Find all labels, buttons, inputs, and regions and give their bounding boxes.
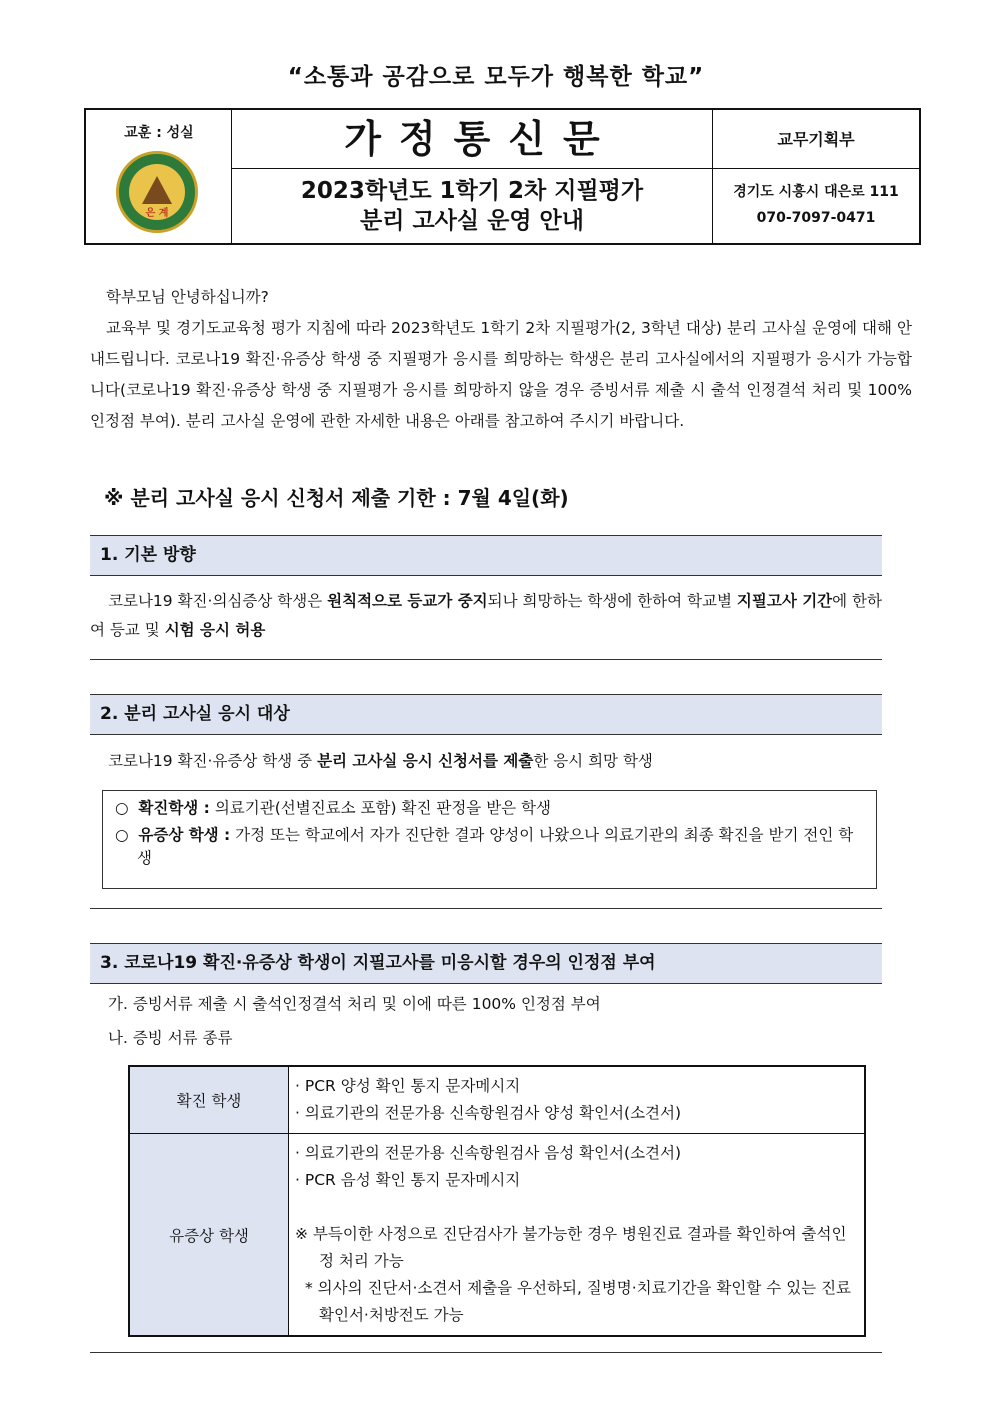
contact-info: [713, 169, 919, 243]
subtitle-line-1: 2023학년도 1학기 2차 지필평가: [300, 178, 644, 204]
confirmed-student-definition: ○ 확진학생 : 의료기관(선별진료소 포함) 확진 판정을 받은 학생: [115, 799, 552, 817]
list-item: · 의료기관의 전문가용 신속항원검사 음성 확인서(소견서): [295, 1144, 682, 1162]
confirmed-documents: [289, 1066, 866, 1134]
symptomatic-student-definition: ○ 유증상 학생 : 가정 또는 학교에서 자가 진단한 결과 양성이 나왔으나 의료기관의 최종 확진을 받기 전인 학생: [115, 826, 854, 867]
symptomatic-documents: [289, 1134, 866, 1337]
section-3-divider: [90, 1352, 882, 1353]
section-2-heading: 2. 분리 고사실 응시 대상: [90, 694, 882, 735]
document-title: 가정통신문: [344, 117, 618, 161]
school-emblem-cell: [86, 110, 232, 243]
table-row: [129, 1134, 865, 1337]
school-slogan: “소통과 공감으로 모두가 행복한 학교”: [287, 64, 705, 90]
list-item: · PCR 양성 확인 통지 문자메시지: [295, 1077, 521, 1095]
target-definition-box: [102, 790, 877, 889]
school-emblem-icon: [116, 151, 198, 233]
list-item: · 의료기관의 전문가용 신속항원검사 양성 확인서(소견서): [295, 1104, 682, 1122]
document-title-cell: [232, 110, 713, 169]
subtitle-line-2: 분리 고사실 운영 안내: [360, 208, 584, 234]
table-row: [129, 1066, 865, 1134]
school-motto: 교훈 : 성실: [124, 125, 194, 141]
row-label-symptomatic: 유증상 학생: [129, 1134, 289, 1337]
section-3-heading: 3. 코로나19 확진·유증상 학생이 지필고사를 미응시할 경우의 인정점 부여: [90, 943, 882, 984]
exception-note: ※ 부득이한 사정으로 진단검사가 불가능한 경우 병원진료 결과를 확인하여 출석인정 처리 가능: [295, 1225, 847, 1270]
section-1-heading: 1. 기본 방향: [90, 535, 882, 576]
document-subtitle: [232, 169, 713, 243]
section-2-text: 코로나19 확진·유증상 학생 중 분리 고사실 응시 신청서를 제출한 응시 희망 학생: [108, 752, 653, 770]
evidence-documents-table: [128, 1065, 866, 1337]
emblem-text: 은 계: [145, 208, 169, 219]
list-item: · PCR 음성 확인 통지 문자메시지: [295, 1171, 521, 1189]
section-2-divider: [90, 908, 882, 909]
section-1-text: 코로나19 확진·의심증상 학생은 원칙적으로 등교가 중지되나 희망하는 학생에 한하여 학교별 지필고사 기간에 한하여 등교 및 시험 응시 허용: [90, 592, 883, 639]
row-label-confirmed: 확진 학생: [129, 1066, 289, 1134]
exception-subnote: * 의사의 진단서·소견서 제출을 우선하되, 질병명·치료기간을 확인할 수 있는 진료확인서·처방전도 가능: [305, 1279, 852, 1324]
department: 교무기획부: [713, 110, 919, 169]
section-3-line-ga: 가. 증빙서류 제출 시 출석인정결석 처리 및 이에 따른 100% 인정점 부여: [108, 995, 601, 1013]
newsletter-header: [84, 108, 921, 245]
school-address: 경기도 시흥시 대은로 111: [733, 184, 899, 200]
section-3-line-na: 나. 증빙 서류 종류: [108, 1029, 233, 1047]
deadline-notice: ※ 분리 고사실 응시 신청서 제출 기한 : 7월 4일(화): [104, 486, 569, 510]
greeting: 학부모님 안녕하십니까?: [106, 288, 269, 306]
school-phone: 070-7097-0471: [756, 210, 876, 226]
intro-paragraph: 교육부 및 경기도교육청 평가 지침에 따라 2023학년도 1학기 2차 지필평가(2, 3학년 대상) 분리 고사실 운영에 대해 안내드립니다. 코로나19 확진·유증상 학생 중 지필평가 응시를 희망하는 학생은 분리 고사실에서의 지필평가 응시가 가능합니다(코로나19 확진·유증상 학생 중 지필평가 응시를 희망하지 않을 경우 증빙서류 제출 시 출석 인정결석 처리 및 100% 인정점 부여). 분리 고사실 운영에 관한 자세한 내용은 아래를 참고하여 주시기 바랍니다.: [90, 319, 912, 430]
section-1-divider: [90, 659, 882, 660]
